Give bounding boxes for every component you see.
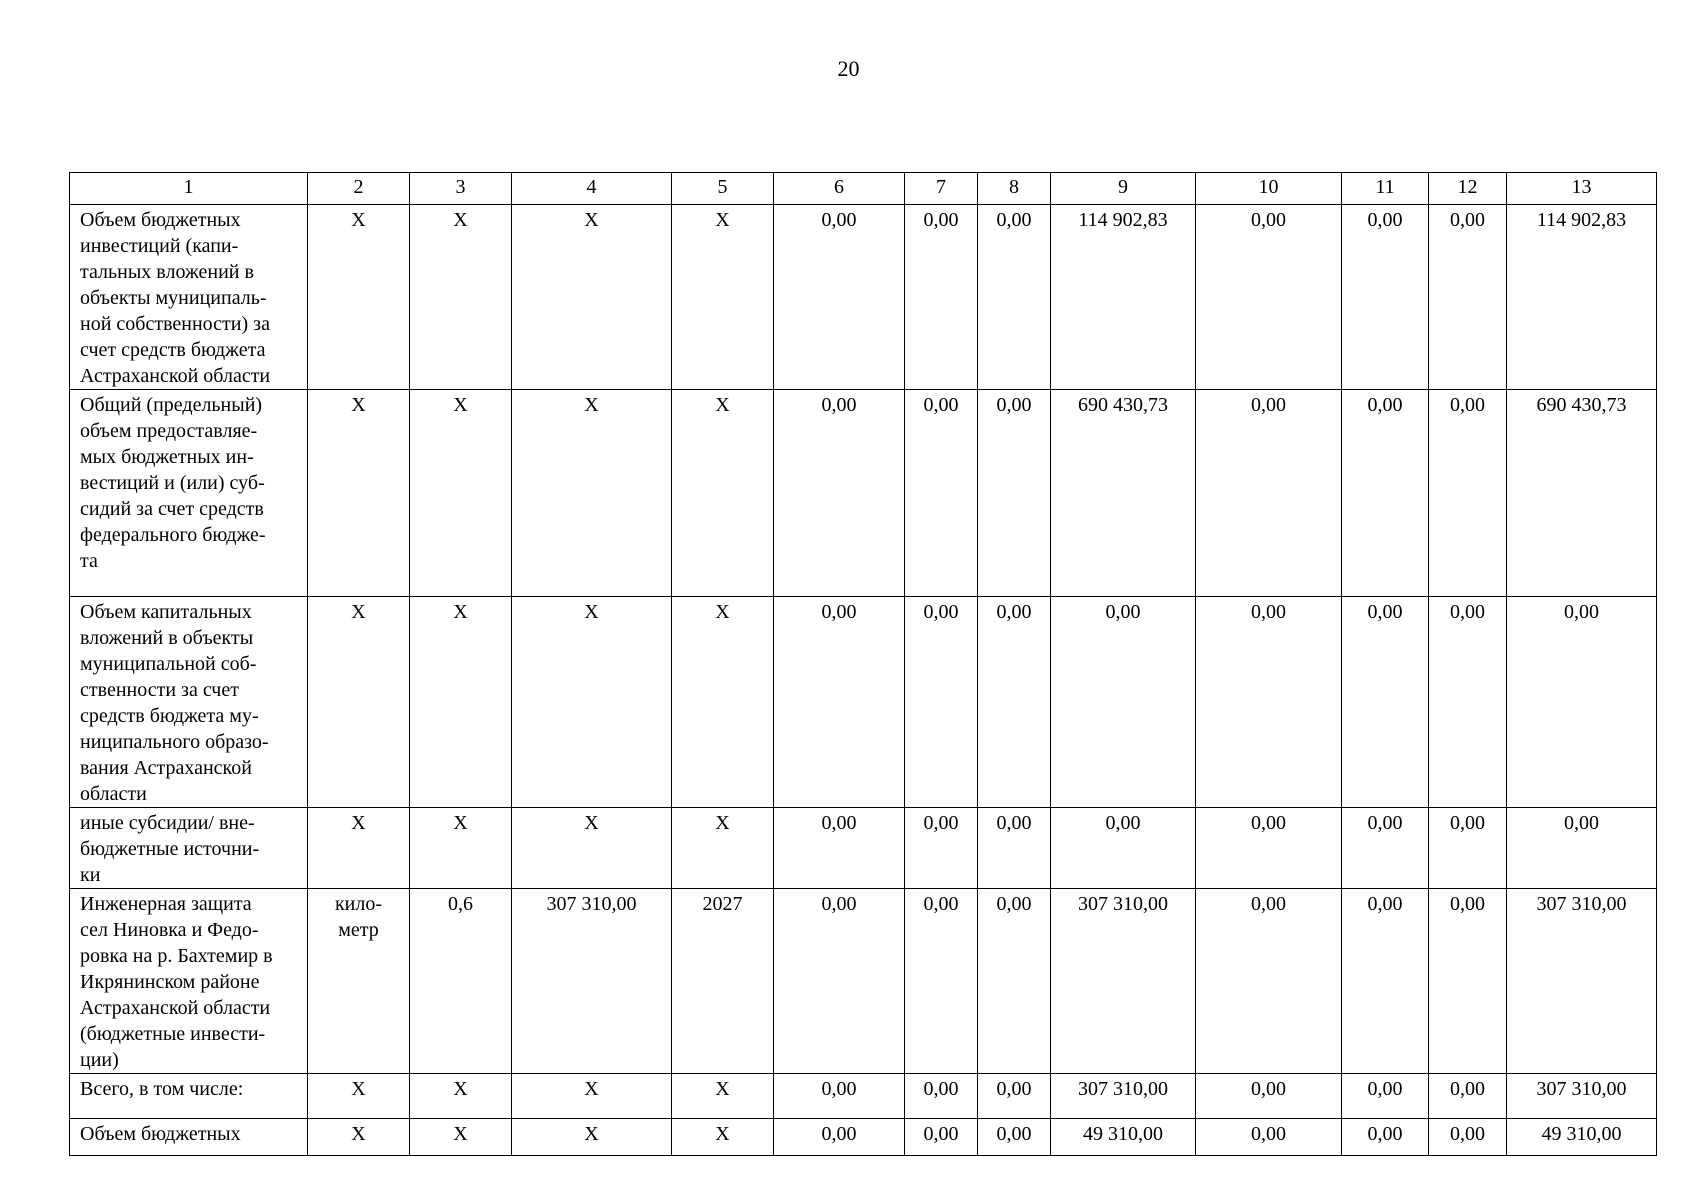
row-label-text: Объем капитальных вложений в объекты муниципальной соб- ственности за счет средств бюджета му- ниципального образо- вания Астраханской области <box>80 601 269 805</box>
cell-value: X <box>351 601 366 623</box>
cell-value: 0,00 <box>821 1123 857 1145</box>
table-cell <box>308 205 410 390</box>
table-row <box>70 597 1657 808</box>
cell-value: X <box>453 394 468 416</box>
table-row <box>70 1119 1657 1156</box>
table-cell <box>1507 390 1657 597</box>
table-cell <box>1429 889 1507 1074</box>
table-cell <box>672 889 774 1074</box>
cell-value: 0,00 <box>1105 812 1141 834</box>
row-label-cell <box>70 1119 308 1156</box>
cell-value: 0,00 <box>1251 893 1286 915</box>
table-cell <box>672 808 774 889</box>
cell-value: 0,00 <box>821 209 857 231</box>
column-number-header: 13 <box>1507 173 1657 205</box>
cell-value: 0,00 <box>923 601 959 623</box>
cell-value: 307 310,00 <box>1536 893 1627 915</box>
cell-value: X <box>715 1078 730 1100</box>
cell-value: 0,00 <box>1251 601 1286 623</box>
cell-value: X <box>584 394 599 416</box>
cell-value: 0,00 <box>1450 394 1485 416</box>
cell-value: 0,00 <box>1367 893 1403 915</box>
table-cell <box>978 808 1051 889</box>
table-cell <box>1429 390 1507 597</box>
cell-value: 0,00 <box>1367 1078 1403 1100</box>
cell-value: 49 310,00 <box>1083 1123 1163 1145</box>
table-cell <box>1429 205 1507 390</box>
table-cell <box>905 1119 978 1156</box>
table-cell <box>1196 390 1342 597</box>
cell-value: 0,00 <box>996 812 1032 834</box>
table-cell <box>1342 1119 1429 1156</box>
cell-value: 0,00 <box>1105 601 1141 623</box>
cell-value: X <box>715 209 730 231</box>
cell-value: 0,00 <box>923 893 959 915</box>
table-cell <box>512 205 672 390</box>
table-cell <box>1507 205 1657 390</box>
cell-value: 0,00 <box>1450 1123 1485 1145</box>
table-cell <box>1429 597 1507 808</box>
table-cell <box>1342 1074 1429 1119</box>
cell-value: 0,00 <box>1450 812 1485 834</box>
table-cell <box>1342 390 1429 597</box>
cell-value: X <box>715 812 730 834</box>
table-cell <box>905 205 978 390</box>
table-cell <box>978 889 1051 1074</box>
cell-value: X <box>351 1078 366 1100</box>
row-label-text: Всего, в том числе: <box>80 1078 244 1100</box>
cell-value: X <box>453 1078 468 1100</box>
cell-value: 0,00 <box>1367 601 1403 623</box>
table-cell <box>410 1074 512 1119</box>
row-label-text: Объем бюджетных <box>80 1123 241 1145</box>
table-cell <box>905 1074 978 1119</box>
row-label-cell <box>70 1074 308 1119</box>
table-cell <box>978 1074 1051 1119</box>
cell-value: X <box>584 1078 599 1100</box>
cell-value: 0,00 <box>1564 601 1599 623</box>
cell-value: кило- метр <box>334 893 383 941</box>
table-cell <box>1196 1119 1342 1156</box>
column-number-header: 5 <box>672 173 774 205</box>
cell-value: X <box>351 812 366 834</box>
cell-value: X <box>715 1123 730 1145</box>
table-cell <box>1051 597 1196 808</box>
cell-value: 0,00 <box>1251 1123 1286 1145</box>
cell-value: 307 310,00 <box>1536 1078 1627 1100</box>
cell-value: 0,00 <box>996 1123 1032 1145</box>
table-cell <box>672 205 774 390</box>
table-cell <box>774 889 905 1074</box>
table-cell <box>1196 889 1342 1074</box>
cell-value: 0,00 <box>923 394 959 416</box>
cell-value: 0,00 <box>821 812 857 834</box>
cell-value: 0,00 <box>996 1078 1032 1100</box>
table-cell <box>410 889 512 1074</box>
cell-value: 0,00 <box>1251 812 1286 834</box>
table-cell <box>1429 1074 1507 1119</box>
column-number-header: 8 <box>978 173 1051 205</box>
table-cell <box>308 808 410 889</box>
table-cell <box>308 1074 410 1119</box>
table-cell <box>1051 808 1196 889</box>
table-cell <box>1507 597 1657 808</box>
table-cell <box>774 597 905 808</box>
cell-value: 0,00 <box>923 1078 959 1100</box>
table-row <box>70 205 1657 390</box>
table-row <box>70 1074 1657 1119</box>
cell-value: 0,00 <box>1450 601 1485 623</box>
cell-value: 307 310,00 <box>1078 893 1168 915</box>
cell-value: X <box>715 601 730 623</box>
row-label-cell <box>70 205 308 390</box>
cell-value: 690 430,73 <box>1078 394 1168 416</box>
table-cell <box>1051 205 1196 390</box>
table-row <box>70 889 1657 1074</box>
cell-value: 0,00 <box>1367 394 1403 416</box>
table-cell <box>1342 205 1429 390</box>
cell-value: 307 310,00 <box>546 893 637 915</box>
cell-value: 0,00 <box>821 394 857 416</box>
cell-value: 114 902,83 <box>1536 209 1627 231</box>
budget-table <box>69 172 1657 1156</box>
table-cell <box>410 205 512 390</box>
cell-value: X <box>584 812 599 834</box>
table-cell <box>1196 808 1342 889</box>
table-cell <box>672 1119 774 1156</box>
table-cell <box>308 889 410 1074</box>
cell-value: 0,00 <box>1367 812 1403 834</box>
cell-value: X <box>584 1123 599 1145</box>
column-number-header: 9 <box>1051 173 1196 205</box>
column-number-header: 6 <box>774 173 905 205</box>
page-number: 20 <box>837 56 860 81</box>
cell-value: X <box>351 394 366 416</box>
column-number-header: 7 <box>905 173 978 205</box>
table-cell <box>905 889 978 1074</box>
column-number-header: 3 <box>410 173 512 205</box>
column-number-header: 12 <box>1429 173 1507 205</box>
table-cell <box>978 597 1051 808</box>
cell-value: 0,00 <box>1564 812 1599 834</box>
cell-value: 0,00 <box>821 893 857 915</box>
cell-value: 0,00 <box>923 1123 959 1145</box>
cell-value: 0,00 <box>1367 1123 1403 1145</box>
table-cell <box>774 808 905 889</box>
table-cell <box>1051 889 1196 1074</box>
table-cell <box>1051 1074 1196 1119</box>
row-label-text: Общий (предельный) объем предоставляе- мых бюджетных ин- вестиций и (или) суб- сидий за счет средств федерального бюдже- та <box>80 394 266 572</box>
table-cell <box>978 390 1051 597</box>
cell-value: X <box>453 1123 468 1145</box>
table-cell <box>512 597 672 808</box>
column-number-header: 1 <box>70 173 308 205</box>
table-cell <box>672 390 774 597</box>
row-label-cell <box>70 889 308 1074</box>
table-cell <box>978 1119 1051 1156</box>
table-cell <box>1196 205 1342 390</box>
row-label-cell <box>70 597 308 808</box>
cell-value: X <box>453 601 468 623</box>
table-cell <box>308 597 410 808</box>
table-cell <box>672 597 774 808</box>
table-cell <box>672 1074 774 1119</box>
cell-value: X <box>715 394 730 416</box>
table-cell <box>1051 390 1196 597</box>
table-cell <box>1051 1119 1196 1156</box>
cell-value: 0,00 <box>923 209 959 231</box>
row-label-text: иные субсидии/ вне- бюджетные источни- ки <box>80 812 260 886</box>
table-cell <box>1507 808 1657 889</box>
row-label-text: Объем бюджетных инвестиций (капи- тальных вложений в объекты муниципаль- ной собственности) за счет средств бюджета Астраханской области <box>80 209 271 387</box>
table-cell <box>1429 808 1507 889</box>
column-number-header: 2 <box>308 173 410 205</box>
table-cell <box>410 1119 512 1156</box>
table-cell <box>1342 889 1429 1074</box>
cell-value: 49 310,00 <box>1541 1123 1622 1145</box>
table-cell <box>512 1119 672 1156</box>
cell-value: X <box>453 209 468 231</box>
column-number-header: 10 <box>1196 173 1342 205</box>
table-cell <box>512 808 672 889</box>
column-number-header: 11 <box>1342 173 1429 205</box>
cell-value: X <box>453 812 468 834</box>
cell-value: 0,00 <box>996 209 1032 231</box>
table-cell <box>410 390 512 597</box>
table-cell <box>774 205 905 390</box>
cell-value: 0,00 <box>1367 209 1403 231</box>
table-cell <box>410 597 512 808</box>
cell-value: 0,00 <box>923 812 959 834</box>
table-cell <box>905 808 978 889</box>
table-cell <box>905 597 978 808</box>
column-number-header: 4 <box>512 173 672 205</box>
cell-value: 0,00 <box>996 893 1032 915</box>
table-cell <box>1507 1119 1657 1156</box>
table-cell <box>774 390 905 597</box>
table-cell <box>1196 597 1342 808</box>
table-cell <box>308 390 410 597</box>
table-body <box>70 173 1657 1156</box>
cell-value: 0,00 <box>996 601 1032 623</box>
cell-value: 0,00 <box>1450 209 1485 231</box>
cell-value: 0,00 <box>996 394 1032 416</box>
table-cell <box>1342 808 1429 889</box>
cell-value: 0,00 <box>1450 893 1485 915</box>
table-cell <box>512 390 672 597</box>
cell-value: X <box>351 1123 366 1145</box>
table-cell <box>1429 1119 1507 1156</box>
cell-value: X <box>584 209 599 231</box>
table-cell <box>512 1074 672 1119</box>
table-cell <box>1507 1074 1657 1119</box>
cell-value: 2027 <box>702 893 743 915</box>
table-cell <box>1342 597 1429 808</box>
table-cell <box>1507 889 1657 1074</box>
cell-value: 690 430,73 <box>1536 394 1627 416</box>
table-cell <box>1196 1074 1342 1119</box>
table-cell <box>512 889 672 1074</box>
cell-value: 0,00 <box>821 601 857 623</box>
row-label-cell <box>70 390 308 597</box>
cell-value: X <box>584 601 599 623</box>
table-header-row <box>70 173 1657 205</box>
table-row <box>70 390 1657 597</box>
cell-value: 0,6 <box>448 893 473 915</box>
table-cell <box>308 1119 410 1156</box>
table-cell <box>410 808 512 889</box>
cell-value: 307 310,00 <box>1078 1078 1168 1100</box>
row-label-text: Инженерная защита сел Ниновка и Федо- ровка на р. Бахтемир в Икрянинском районе Астраханской области (бюджетные инвести- ции) <box>80 893 273 1071</box>
row-label-cell <box>70 808 308 889</box>
cell-value: 0,00 <box>1251 1078 1286 1100</box>
cell-value: 0,00 <box>1251 394 1286 416</box>
table-cell <box>774 1074 905 1119</box>
table-cell <box>774 1119 905 1156</box>
table-row <box>70 808 1657 889</box>
table-cell <box>905 390 978 597</box>
cell-value: 114 902,83 <box>1078 209 1168 231</box>
cell-value: 0,00 <box>1251 209 1286 231</box>
cell-value: X <box>351 209 366 231</box>
cell-value: 0,00 <box>821 1078 857 1100</box>
cell-value: 0,00 <box>1450 1078 1485 1100</box>
table-cell <box>978 205 1051 390</box>
